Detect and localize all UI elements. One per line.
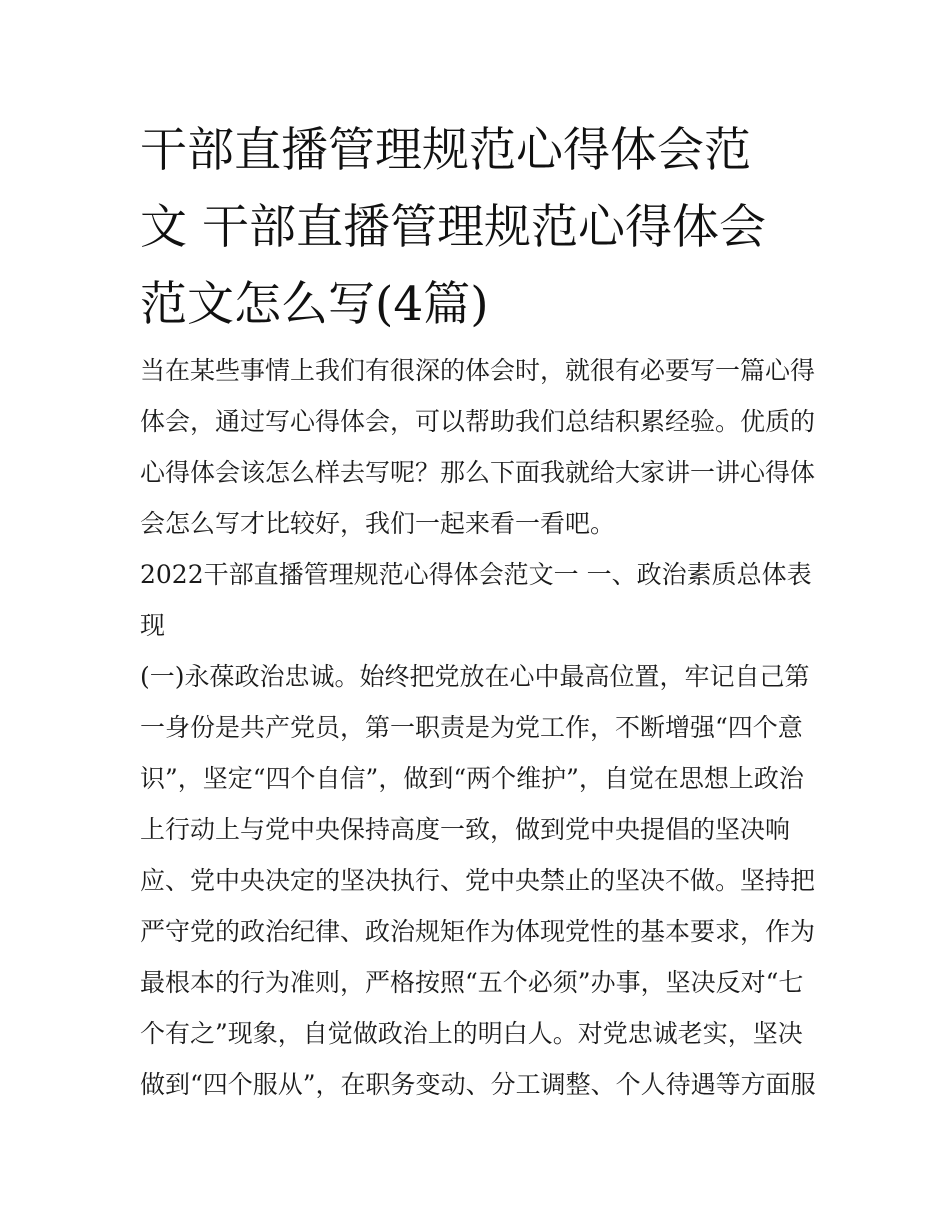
body-line: (一)永葆政治忠诚。始终把党放在心中最高位置，牢记自己第 (140, 662, 810, 691)
title-line-2: 文 干部直播管理规范心得体会 (140, 200, 766, 255)
body-line: 会怎么写才比较好，我们一起来看一看吧。 (140, 509, 616, 538)
body-line: 心得体会该怎么样去写呢？那么下面我就给大家讲一讲心得体 (140, 458, 816, 487)
body-line: 当在某些事情上我们有很深的体会时，就很有必要写一篇心得 (140, 356, 816, 385)
body-line: 做到“四个服从”，在职务变动、分工调整、个人待遇等方面服 (140, 1070, 816, 1099)
body-line: 体会，通过写心得体会，可以帮助我们总结积累经验。优质的 (140, 407, 816, 436)
title-line-3: 范文怎么写(4篇) (140, 277, 489, 332)
body-line: 最根本的行为准则，严格按照“五个必须”办事，坚决反对“七 (140, 968, 804, 997)
document-page (140, 112, 820, 1110)
title-line-1: 干部直播管理规范心得体会范 (140, 123, 751, 178)
section-heading-line: 2022干部直播管理规范心得体会范文一 一、政治素质总体表 (140, 560, 812, 589)
body-line: 上行动上与党中央保持高度一致，做到党中央提倡的坚决响 (140, 815, 791, 844)
body-line: 应、党中央决定的坚决执行、党中央禁止的坚决不做。坚持把 (140, 866, 816, 895)
body-line: 个有之”现象，自觉做政治上的明白人。对党忠诚老实，坚决 (140, 1019, 803, 1048)
document-title (140, 112, 820, 343)
body-line: 识”，坚定“四个自信”，做到“两个维护”，自觉在思想上政治 (140, 764, 804, 793)
body-line: 严守党的政治纪律、政治规矩作为体现党性的基本要求，作为 (140, 917, 816, 946)
document-body (140, 345, 820, 1110)
body-line: 一身份是共产党员，第一职责是为党工作，不断增强“四个意 (140, 713, 803, 742)
section-heading-line: 现 (140, 611, 166, 640)
